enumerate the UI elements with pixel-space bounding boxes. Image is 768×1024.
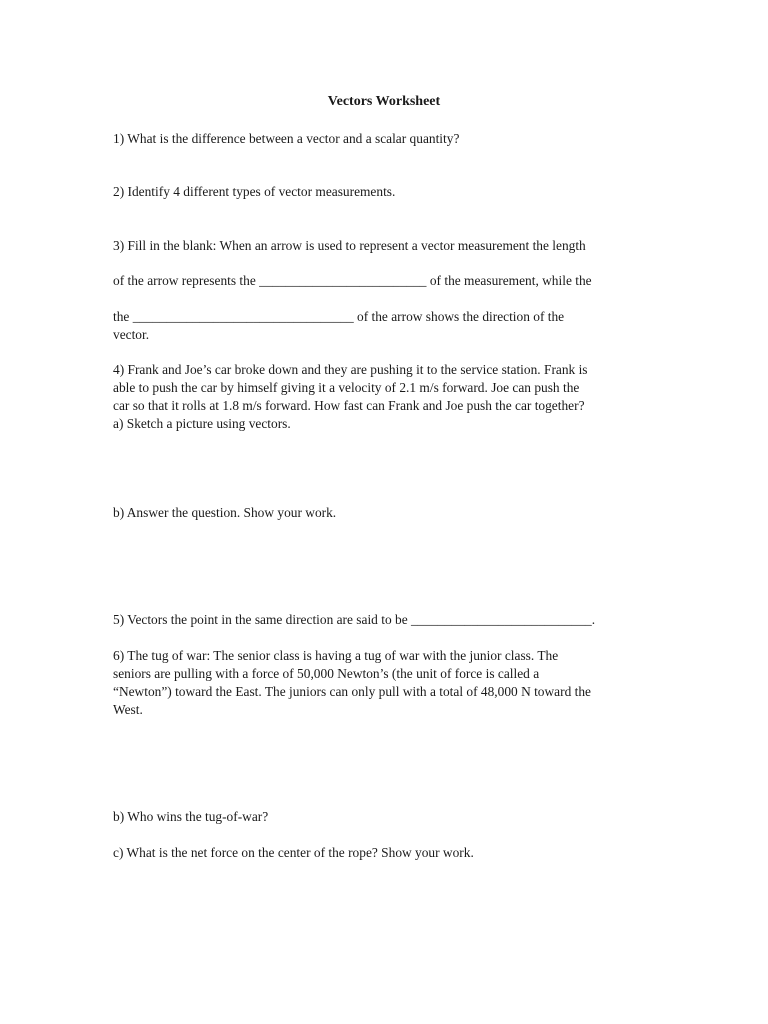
question-6-part-b: b) Who wins the tug-of-war? <box>113 809 269 824</box>
question-6-line-1: 6) The tug of war: The senior class is having a tug of war with the junior class. The <box>113 648 559 663</box>
question-6-part-c: c) What is the net force on the center of the rope? Show your work. <box>113 845 474 860</box>
question-4-line-1: 4) Frank and Joe’s car broke down and they are pushing it to the service station. Frank is <box>113 362 588 377</box>
question-3-line-1: 3) Fill in the blank: When an arrow is used to represent a vector measurement the length <box>113 238 586 253</box>
question-1: 1) What is the difference between a vector and a scalar quantity? <box>113 131 460 146</box>
question-6-line-2: seniors are pulling with a force of 50,000 Newton’s (the unit of force is called a <box>113 666 540 681</box>
question-3-line-3: the _________________________________ of the arrow shows the direction of the <box>113 309 565 324</box>
question-6-line-4: West. <box>113 702 143 717</box>
question-4-line-2: able to push the car by himself giving it a velocity of 2.1 m/s forward. Joe can push the <box>113 380 580 395</box>
question-4-line-3: car so that it rolls at 1.8 m/s forward. How fast can Frank and Joe push the car together? <box>113 398 585 413</box>
question-3-line-4: vector. <box>113 327 150 342</box>
question-4-part-b: b) Answer the question. Show your work. <box>113 505 337 520</box>
question-5: 5) Vectors the point in the same direction are said to be ___________________________. <box>113 612 596 627</box>
page-title: Vectors Worksheet <box>327 94 441 109</box>
question-4-part-a: a) Sketch a picture using vectors. <box>113 416 291 431</box>
question-3-line-2: of the arrow represents the _________________________ of the measurement, while the <box>113 273 592 288</box>
question-6-line-3: “Newton”) toward the East. The juniors can only pull with a total of 48,000 N toward the <box>113 684 591 699</box>
question-2: 2) Identify 4 different types of vector measurements. <box>113 184 396 199</box>
